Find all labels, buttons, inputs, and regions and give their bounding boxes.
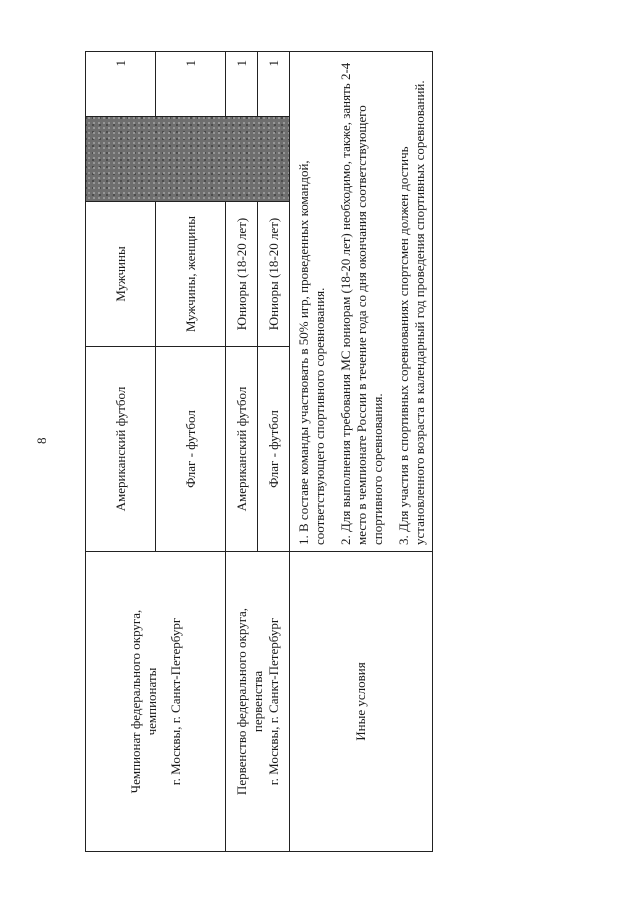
other-conditions-notes (290, 52, 433, 552)
shaded-cell (86, 117, 290, 202)
note-text: 3. Для участия в спортивных соревнованиях спортсмен должен достичь установленного возраста в календарный год проведения спортивных соревнований. (396, 80, 427, 545)
competition-line: чемпионаты (143, 667, 159, 736)
competition-cell (86, 552, 226, 852)
norms-table (85, 51, 433, 852)
competition-cell (226, 552, 290, 852)
category-cell: Мужчины (86, 202, 156, 347)
table-row (86, 52, 156, 852)
rotated-table-container (85, 52, 427, 852)
competition-line: г. Москвы, г. Санкт-Петербург (265, 617, 281, 786)
other-conditions-label: Иные условия (290, 552, 433, 852)
discipline-cell: Флаг - футбол (156, 347, 226, 552)
value-cell: 1 (226, 52, 258, 117)
page-number: 8 (34, 437, 49, 444)
discipline-cell: Американский футбол (86, 347, 156, 552)
discipline-cell: Флаг - футбол (258, 347, 290, 552)
category-cell: Юниоры (18-20 лет) (226, 202, 258, 347)
category-cell: Мужчины, женщины (156, 202, 226, 347)
competition-line: г. Москвы, г. Санкт-Петербург (167, 617, 183, 786)
table-row (290, 52, 433, 852)
discipline-cell: Американский футбол (226, 347, 258, 552)
value-cell: 1 (258, 52, 290, 117)
competition-line: Первенство федерального округа, (233, 607, 249, 796)
note-text: 1. В составе команды участвовать в 50% игр, проведенных командой, соответствующего спортивного соревнования. (296, 160, 327, 545)
competition-line: первенства (249, 670, 265, 733)
value-cell: 1 (156, 52, 226, 117)
value-cell: 1 (86, 52, 156, 117)
note-text: 2. Для выполнения требования МС юниорам (18-20 лет) необходимо, также, занять 2-4 место в чемпионате России в течение года со дня окончания соответствующего спортивного соревнования. (338, 62, 385, 545)
competition-line: Чемпионат федерального округа, (127, 609, 143, 794)
category-cell: Юниоры (18-20 лет) (258, 202, 290, 347)
